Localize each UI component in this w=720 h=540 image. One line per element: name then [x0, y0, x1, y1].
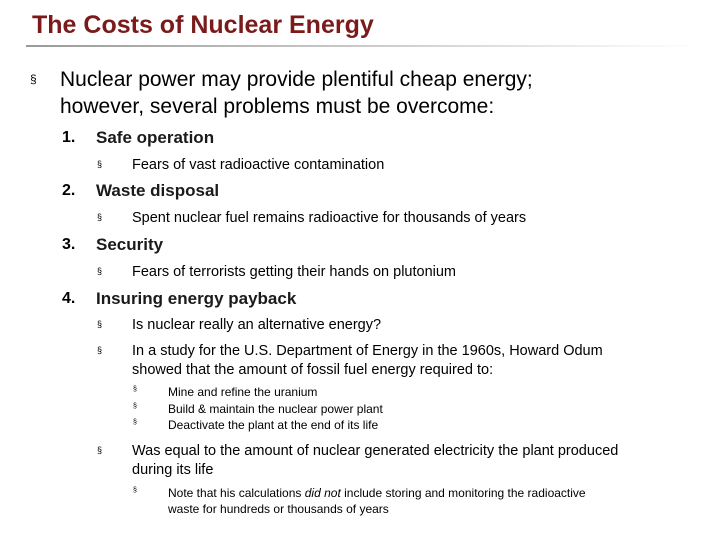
bullet-square-icon: §: [97, 319, 103, 329]
item-number: 2.: [62, 182, 76, 199]
note-text-continued: waste for hundreds or thousands of years: [168, 502, 389, 516]
bullet-square-icon: §: [133, 419, 137, 426]
bullet-square-icon: §: [133, 403, 137, 410]
sub-sub-bullet-text: Mine and refine the uranium: [168, 385, 318, 399]
sub-bullet-text: Fears of vast radioactive contamination: [132, 157, 385, 173]
title-underline: [26, 45, 698, 47]
note-emphasis: did not: [304, 486, 341, 500]
item-number: 1.: [62, 129, 76, 146]
bullet-square-icon: §: [97, 345, 103, 355]
sub-sub-bullet-text: Build & maintain the nuclear power plant: [168, 402, 383, 416]
sub-bullet-text: Is nuclear really an alternative energy?: [132, 317, 382, 333]
intro-line-2: however, several problems must be overcome:: [60, 95, 495, 118]
sub-sub-bullet-text: Deactivate the plant at the end of its life: [168, 418, 379, 432]
slide-title: The Costs of Nuclear Energy: [32, 11, 374, 39]
bullet-square-icon: §: [97, 159, 103, 169]
sub-bullet-text: Was equal to the amount of nuclear generated electricity the plant produced: [132, 443, 619, 459]
item-number: 4.: [62, 290, 76, 307]
bullet-square-icon: §: [133, 487, 137, 494]
item-heading: Insuring energy payback: [96, 289, 297, 308]
note-text: Note that his calculations did not include storing and monitoring the radioactive: [168, 486, 586, 500]
sub-bullet-text: Fears of terrorists getting their hands on plutonium: [132, 264, 456, 280]
bullet-square-icon: §: [30, 72, 37, 86]
item-heading: Waste disposal: [96, 181, 220, 200]
intro-line-1: Nuclear power may provide plentiful cheap energy;: [60, 68, 533, 91]
sub-bullet-text-continued: during its life: [132, 462, 214, 478]
bullet-square-icon: §: [97, 266, 103, 276]
sub-bullet-text-continued: showed that the amount of fossil fuel energy required to:: [132, 362, 494, 378]
bullet-square-icon: §: [97, 212, 103, 222]
sub-bullet-text: In a study for the U.S. Department of Energy in the 1960s, Howard Odum: [132, 343, 603, 359]
item-heading: Safe operation: [96, 128, 215, 147]
bullet-square-icon: §: [97, 445, 103, 455]
item-heading: Security: [96, 235, 164, 254]
bullet-square-icon: §: [133, 386, 137, 393]
item-number: 3.: [62, 236, 76, 253]
sub-bullet-text: Spent nuclear fuel remains radioactive for thousands of years: [132, 210, 527, 226]
